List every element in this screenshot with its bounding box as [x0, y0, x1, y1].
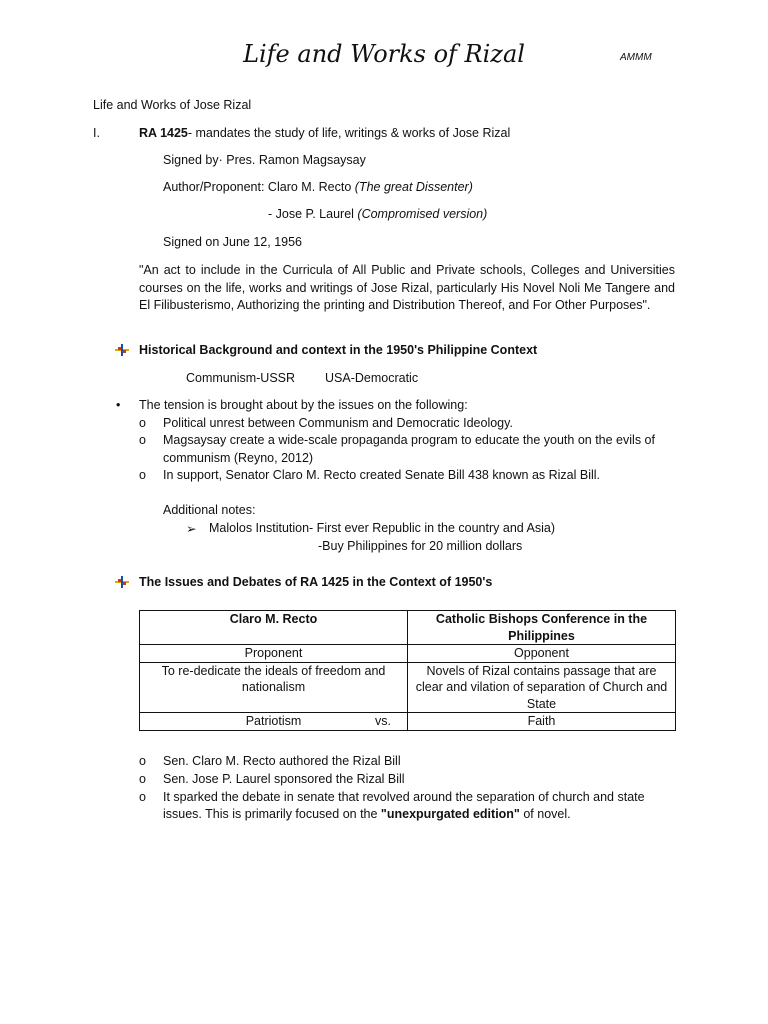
sub-bullet-2-cont: communism (Reyno, 2012) [163, 451, 314, 465]
circle-bullet-icon: o [139, 754, 146, 768]
circle-bullet-icon: o [139, 772, 146, 786]
issues-heading: The Issues and Debates of RA 1425 in the Context of 1950's [139, 575, 493, 589]
point-2: Sen. Jose P. Laurel sponsored the Rizal Bill [163, 772, 405, 786]
point-3-cont [163, 807, 571, 821]
historical-heading: Historical Background and context in the 1950's Philippine Context [139, 343, 538, 357]
circle-bullet-icon: o [139, 416, 146, 430]
law-name: RA 1425 [139, 126, 188, 140]
additional-notes-label: Additional notes: [163, 503, 256, 517]
act-text: "An act to include in the Curricula of All Public and Private schools, Colleges and Universities courses on the life, works and writings of Jose Rizal, particularly His Novel Noli Me Tangere and El Filibusterismo, Authorizing the printing and Distribution Thereof, and For Other Purposes". [139, 263, 675, 312]
law-line [139, 126, 510, 140]
tension-bullet: The tension is brought about by the issues on the following: [139, 398, 468, 412]
table-cell: Proponent [140, 645, 408, 663]
point-3-prefix: issues. This is primarily focused on the [163, 807, 381, 821]
note-2: -Buy Philippines for 20 million dollars [318, 539, 523, 553]
table-cell: Novels of Rizal contains passage that are clear and vilation of separation of Church and State [408, 662, 676, 713]
patriotism-value: Patriotism [245, 714, 302, 728]
author-initials: AMMM [620, 52, 652, 63]
diamond-bullet-icon [115, 344, 129, 356]
democratic-term: USA-Democratic [325, 371, 419, 385]
unexpurgated-edition: "unexpurgated edition" [380, 807, 520, 821]
author-line [163, 180, 473, 194]
coauthor-line [268, 207, 487, 221]
point-3: It sparked the debate in senate that revolved around the separation of church and state [163, 790, 645, 804]
table-row [140, 645, 676, 663]
table-row [140, 713, 676, 731]
sub-bullet-2: Magsaysay create a wide-scale propaganda program to educate the youth on the evils of [163, 433, 655, 447]
intro-label: Life and Works of Jose Rizal [93, 98, 252, 112]
circle-bullet-icon: o [139, 468, 146, 482]
table-header-row [140, 611, 676, 645]
circle-bullet-icon: o [139, 790, 146, 804]
law-description: - mandates the study of life, writings & works of Jose Rizal [187, 126, 511, 140]
diamond-bullet-icon [115, 576, 129, 588]
arrow-bullet-icon: ➢ [186, 522, 197, 536]
note-1: Malolos Institution- First ever Republic in the country and Asia) [209, 521, 555, 535]
author-prefix: Author/Proponent: Claro M. Recto [163, 180, 355, 194]
point-1: Sen. Claro M. Recto authored the Rizal Bill [163, 754, 401, 768]
debate-table [139, 610, 676, 731]
circle-bullet-icon: o [139, 433, 146, 447]
author-note: (The great Dissenter) [354, 180, 473, 194]
versus-label: vs. [375, 714, 391, 728]
table-row [140, 662, 676, 713]
coauthor-prefix: - Jose P. Laurel [268, 207, 358, 221]
table-cell: To re-dedicate the ideals of freedom and nationalism [140, 662, 408, 713]
table-cell [140, 713, 408, 731]
coauthor-note: (Compromised version) [357, 207, 488, 221]
document-title: Life and Works of Rizal [243, 40, 525, 68]
signed-on: Signed on June 12, 1956 [163, 235, 303, 249]
sub-bullet-3: In support, Senator Claro M. Recto created Senate Bill 438 known as Rizal Bill. [163, 468, 601, 482]
section-number: I. [93, 126, 100, 140]
point-3-suffix: of novel. [519, 807, 571, 821]
table-header-cbcp: Catholic Bishops Conference in the Philippines [408, 611, 676, 645]
table-cell: Faith [408, 713, 676, 731]
table-header-recto: Claro M. Recto [140, 611, 408, 645]
bullet-dot-icon: • [116, 398, 121, 412]
table-cell: Opponent [408, 645, 676, 663]
communism-term: Communism-USSR [186, 371, 296, 385]
signed-by: Signed by· Pres. Ramon Magsaysay [163, 153, 366, 167]
sub-bullet-1: Political unrest between Communism and Democratic Ideology. [163, 416, 513, 430]
